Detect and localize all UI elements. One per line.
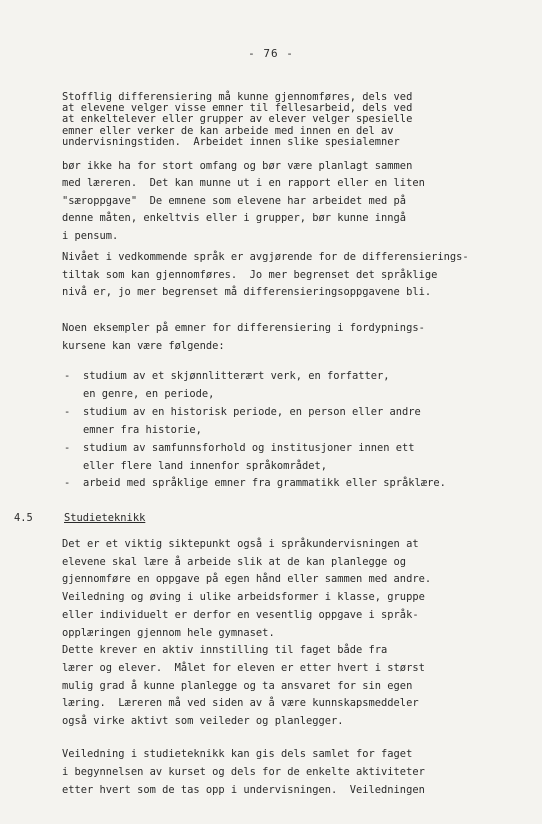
bullet-dash: - [64,477,71,490]
list-item [62,440,518,476]
text-line: at elevene velger visse emner til fellesarbeid, dels ved [62,102,413,115]
text-line: nivå er, jo mer begrenset må differensieringsoppgavene bli. [62,286,432,299]
paragraph-study-technique [62,536,518,731]
text-line: etter hvert som de tas opp i undervisningen. Veiledningen [62,783,425,796]
paragraph-guidance [62,746,518,799]
examples-list [62,368,518,493]
text-line: denne måten, enkeltvis eller i grupper, bør kunne inngå [62,212,407,225]
text-line: lærer og elever. Målet for eleven er etter hvert i størst [62,661,425,674]
text-line: undervisningstiden. Arbeidet innen slike spesialemner [62,135,400,148]
text-line: emner eller verker de kan arbeide med innen en del av [62,124,394,137]
page-number: - 76 - [248,47,294,60]
section-title: Studieteknikk [64,512,146,524]
text-line: læring. Læreren må ved siden av å være kunnskapsmeddeler [62,697,419,710]
list-item [62,404,518,440]
text-line: kursene kan være følgende: [62,339,225,352]
text-line: med læreren. Det kan munne ut i en rapport eller en liten [62,177,425,190]
text-line: i begynnelsen av kurset og dels for de enkelte aktiviteter [62,765,425,778]
bullet-dash: - [64,370,71,382]
text-line: Veiledning og øving i ulike arbeidsformer i klasse, gruppe [62,591,425,604]
list-item [62,368,518,404]
text-line: studium av samfunnsforhold og institusjoner innen ett [83,441,415,454]
text-line: Stofflig differensiering må kunne gjennomføres, dels ved [62,91,413,103]
text-line: Noen eksempler på emner for differensiering i fordypnings- [62,322,425,334]
text-line: en genre, en periode, [83,387,215,400]
text-line: Veiledning i studieteknikk kan gis dels samlet for faget [62,748,413,760]
text-line: studium av et skjønnlitterært verk, en forfatter, [83,370,390,382]
text-line: i pensum. [62,229,119,242]
text-line: at enkeltelever eller grupper av elever velger spesielle [62,113,413,126]
text-line: "særoppgave" De emnene som elevene har arbeidet med på [62,194,407,207]
text-line: tiltak som kan gjennomføres. Jo mer begrenset det språklige [62,268,438,281]
paragraph-examples-intro [62,320,518,355]
text-line: bør ikke ha for stort omfang og bør være planlagt sammen [62,160,413,172]
paragraph-differentiation-intro [62,92,518,148]
text-line: eller flere land innenfor språkområdet, [83,459,327,472]
text-line: emner fra historie, [83,423,202,436]
text-line: Dette krever en aktiv innstilling til faget både fra [62,644,388,657]
list-item [62,475,518,493]
text-line: eller individuelt er derfor en vesentlig oppgave i språk- [62,608,419,621]
text-line: mulig grad å kunne planlegge og ta ansvaret for sin egen [62,679,413,692]
text-line: arbeid med språklige emner fra grammatikk eller språklære. [83,477,446,490]
text-line: studium av en historisk periode, en person eller andre [83,405,421,418]
text-line: elevene skal lære å arbeide slik at de kan planlegge og [62,555,407,568]
text-line: opplæringen gjennom hele gymnaset. [62,626,275,639]
text-line: Nivået i vedkommende språk er avgjørende for de differensierings- [62,251,469,263]
paragraph-special-topics [62,158,518,245]
bullet-dash: - [64,441,71,454]
text-line: gjennomføre en oppgave på egen hånd eller sammen med andre. [62,573,432,586]
text-line: også virke aktivt som veileder og planlegger. [62,715,344,728]
section-number: 4.5 [14,512,33,524]
text-line: Det er et viktig siktepunkt også i språkundervisningen at [62,538,419,550]
bullet-dash: - [64,405,71,418]
paragraph-language-level [62,249,518,302]
